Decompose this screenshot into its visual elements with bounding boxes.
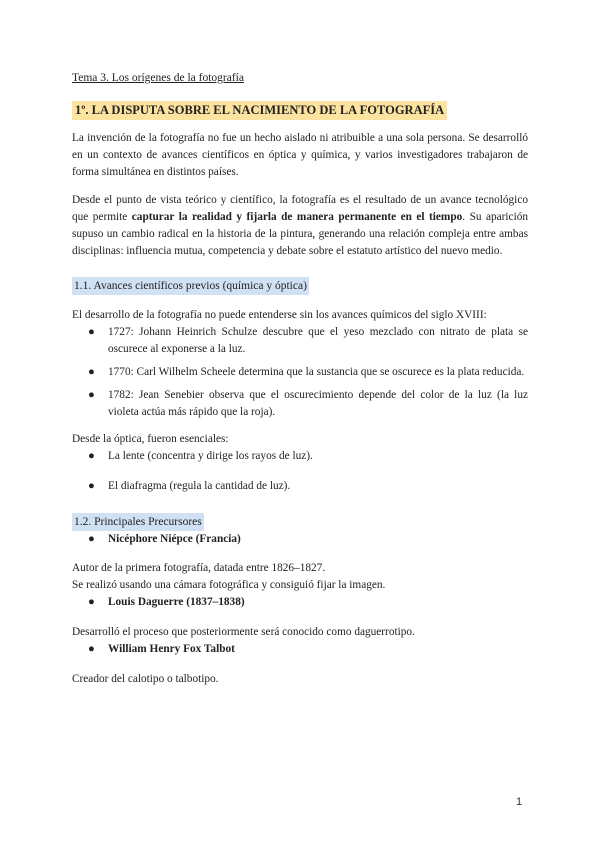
second-paragraph	[72, 192, 528, 260]
document-body	[72, 71, 528, 688]
bullet-icon: ●	[88, 366, 95, 378]
list-item	[72, 364, 528, 381]
bullet-icon: ●	[88, 389, 95, 401]
intro-paragraph: La invención de la fotografía no fue un hecho aislado ni atribuible a una sola persona. Se desarrolló en un contexto de avances científicos en óptica y química, y varios investigadores trabajaron de forma simultánea en distintos países.	[72, 132, 528, 178]
list-item-text: 1770: Carl Wilhelm Scheele determina que la sustancia que se oscurece es la plata reducida.	[108, 366, 525, 378]
precursor-name: Nicéphore Niépce (Francia)	[108, 533, 241, 545]
bullet-icon: ●	[88, 326, 95, 338]
section-title: 1º. LA DISPUTA SOBRE EL NACIMIENTO DE LA FOTOGRAFÍA	[72, 101, 447, 120]
precursor-name: Louis Daguerre (1837–1838)	[108, 596, 245, 608]
list-item	[72, 478, 528, 495]
subsection-1-wrap	[72, 276, 528, 295]
precursor-description	[72, 560, 528, 594]
precursor-description: Desarrolló el proceso que posteriormente será conocido como daguerrotipo.	[72, 626, 415, 638]
optics-list	[72, 448, 528, 495]
chem-list	[72, 324, 528, 421]
list-item-text: La lente (concentra y dirige los rayos de luz).	[108, 450, 313, 462]
description-line: Se realizó usando una cámara fotográfica y consiguió fijar la imagen.	[72, 579, 386, 591]
second-paragraph-before: Desde el punto de vista teórico y científico, la fotografía es el resultado de un avance tecnológico que permite	[72, 194, 528, 223]
precursor-daguerre	[72, 594, 528, 611]
list-item-text: El diafragma (regula la cantidad de luz).	[108, 480, 291, 492]
list-item-text: 1727: Johann Heinrich Schulze descubre que el yeso mezclado con nitrato de plata se oscurece al exponerse a la luz.	[108, 326, 528, 355]
precursor-description: Creador del calotipo o talbotipo.	[72, 673, 219, 685]
precursor-niepce	[72, 531, 528, 548]
optics-intro: Desde la óptica, fueron esenciales:	[72, 433, 229, 445]
precursor-talbot	[72, 641, 528, 658]
bullet-icon: ●	[88, 596, 95, 608]
chem-intro: El desarrollo de la fotografía no puede entenderse sin los avances químicos del siglo XVIII:	[72, 309, 487, 321]
list-item	[72, 448, 528, 465]
section-title-wrap	[72, 101, 528, 120]
precursor-name: William Henry Fox Talbot	[108, 643, 235, 655]
page-number: 1	[516, 796, 523, 808]
bullet-icon: ●	[88, 480, 95, 492]
list-item-text: 1782: Jean Senebier observa que el oscurecimiento depende del color de la luz (la luz violeta actúa más rápido que la roja).	[108, 389, 528, 418]
list-item	[72, 641, 528, 658]
description-line: Autor de la primera fotografía, datada entre 1826–1827.	[72, 562, 326, 574]
subsection-2-wrap	[72, 512, 528, 531]
subsection-1-heading: 1.1. Avances científicos previos (química y óptica)	[72, 277, 309, 295]
bullet-icon: ●	[88, 450, 95, 462]
list-item	[72, 594, 528, 611]
list-item	[72, 387, 528, 421]
list-item	[72, 324, 528, 358]
second-paragraph-after: . Su aparición supuso un cambio radical en la historia de la pintura, generando una relación compleja entre ambas disciplinas: influencia mutua, competencia y debate sobre el estatuto artístico del nuevo medio.	[72, 211, 528, 257]
subsection-2-heading: 1.2. Principales Precursores	[72, 513, 204, 531]
bullet-icon: ●	[88, 643, 95, 655]
bullet-icon: ●	[88, 533, 95, 545]
list-item	[72, 531, 528, 548]
topic-heading: Tema 3. Los orígenes de la fotografía	[72, 72, 244, 84]
second-paragraph-bold: capturar la realidad y fijarla de manera permanente en el tiempo	[131, 211, 463, 223]
